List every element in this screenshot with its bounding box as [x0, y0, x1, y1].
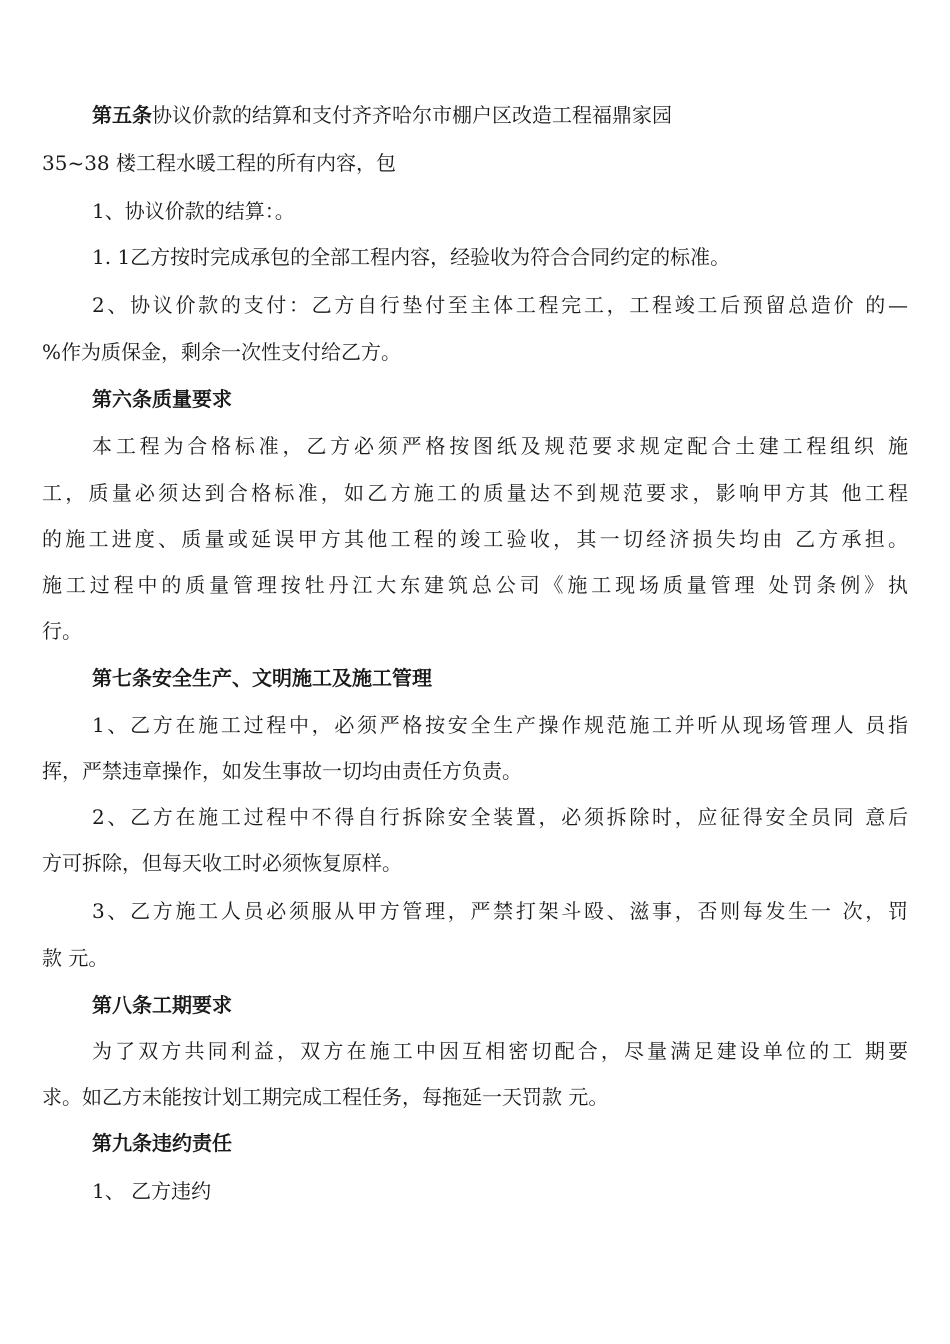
article9-item1: 1、 乙方违约: [92, 1179, 212, 1203]
article6-title: 第六条质量要求: [92, 387, 232, 411]
article7-item2-line2: 方可拆除，但每天收工时必须恢复原样。: [42, 851, 402, 875]
article8-title: 第八条工期要求: [92, 993, 232, 1017]
article7-item3-line1: 3、乙方施工人员必须服从甲方管理，严禁打架斗殴、滋事，否则每发生一 次，罚: [92, 899, 908, 923]
article7-item3-line2: 款 元。: [42, 946, 109, 970]
article5-item2-line1: 2、协议价款的支付：乙方自行垫付至主体工程完工，工程竣工后预留总造价 的—: [92, 293, 908, 317]
article7-title: 第七条安全生产、文明施工及施工管理: [92, 666, 432, 690]
article6-para-line5: 行。: [42, 619, 82, 643]
article8-para-line2: 求。如乙方未能按计划工期完成工程任务，每拖延一天罚款 元。: [42, 1085, 609, 1109]
article6-para-line4: 施工过程中的质量管理按牡丹江大东建筑总公司《施工现场质量管理 处罚条例》执: [42, 573, 908, 597]
article5-item1-1: 1. 1乙方按时完成承包的全部工程内容，经验收为符合合同约定的标准。: [92, 245, 731, 269]
article5-line1-text: 协议价款的结算和支付齐齐哈尔市棚户区改造工程福鼎家园: [152, 103, 672, 127]
article5-title: 第五条: [92, 103, 152, 127]
article9-title: 第九条违约责任: [92, 1131, 232, 1155]
article8-para-line1: 为了双方共同利益，双方在施工中因互相密切配合，尽量满足建设单位的工 期要: [92, 1039, 908, 1063]
article6-para-line2: 工，质量必须达到合格标准，如乙方施工的质量达不到规范要求，影响甲方其 他工程: [42, 481, 908, 505]
article7-item1-line2: 挥，严禁违章操作，如发生事故一切均由责任方负责。: [42, 759, 522, 783]
article7-item2-line1: 2、乙方在施工过程中不得自行拆除安全装置，必须拆除时，应征得安全员同 意后: [92, 805, 908, 829]
article5-line1: [92, 101, 908, 129]
article5-line2: 35~38 楼工程水暖工程的所有内容，包: [42, 151, 397, 175]
article7-item1-line1: 1、乙方在施工过程中，必须严格按安全生产操作规范施工并听从现场管理人 员指: [92, 713, 908, 737]
article6-para-line1: 本工程为合格标准，乙方必须严格按图纸及规范要求规定配合土建工程组织 施: [92, 434, 908, 458]
article5-item2-line2: %作为质保金，剩余一次性支付给乙方。: [42, 340, 402, 364]
article6-para-line3: 的施工进度、质量或延误甲方其他工程的竣工验收，其一切经济损失均由 乙方承担。: [42, 527, 908, 551]
article5-item1: 1、协议价款的结算：。: [92, 199, 295, 223]
